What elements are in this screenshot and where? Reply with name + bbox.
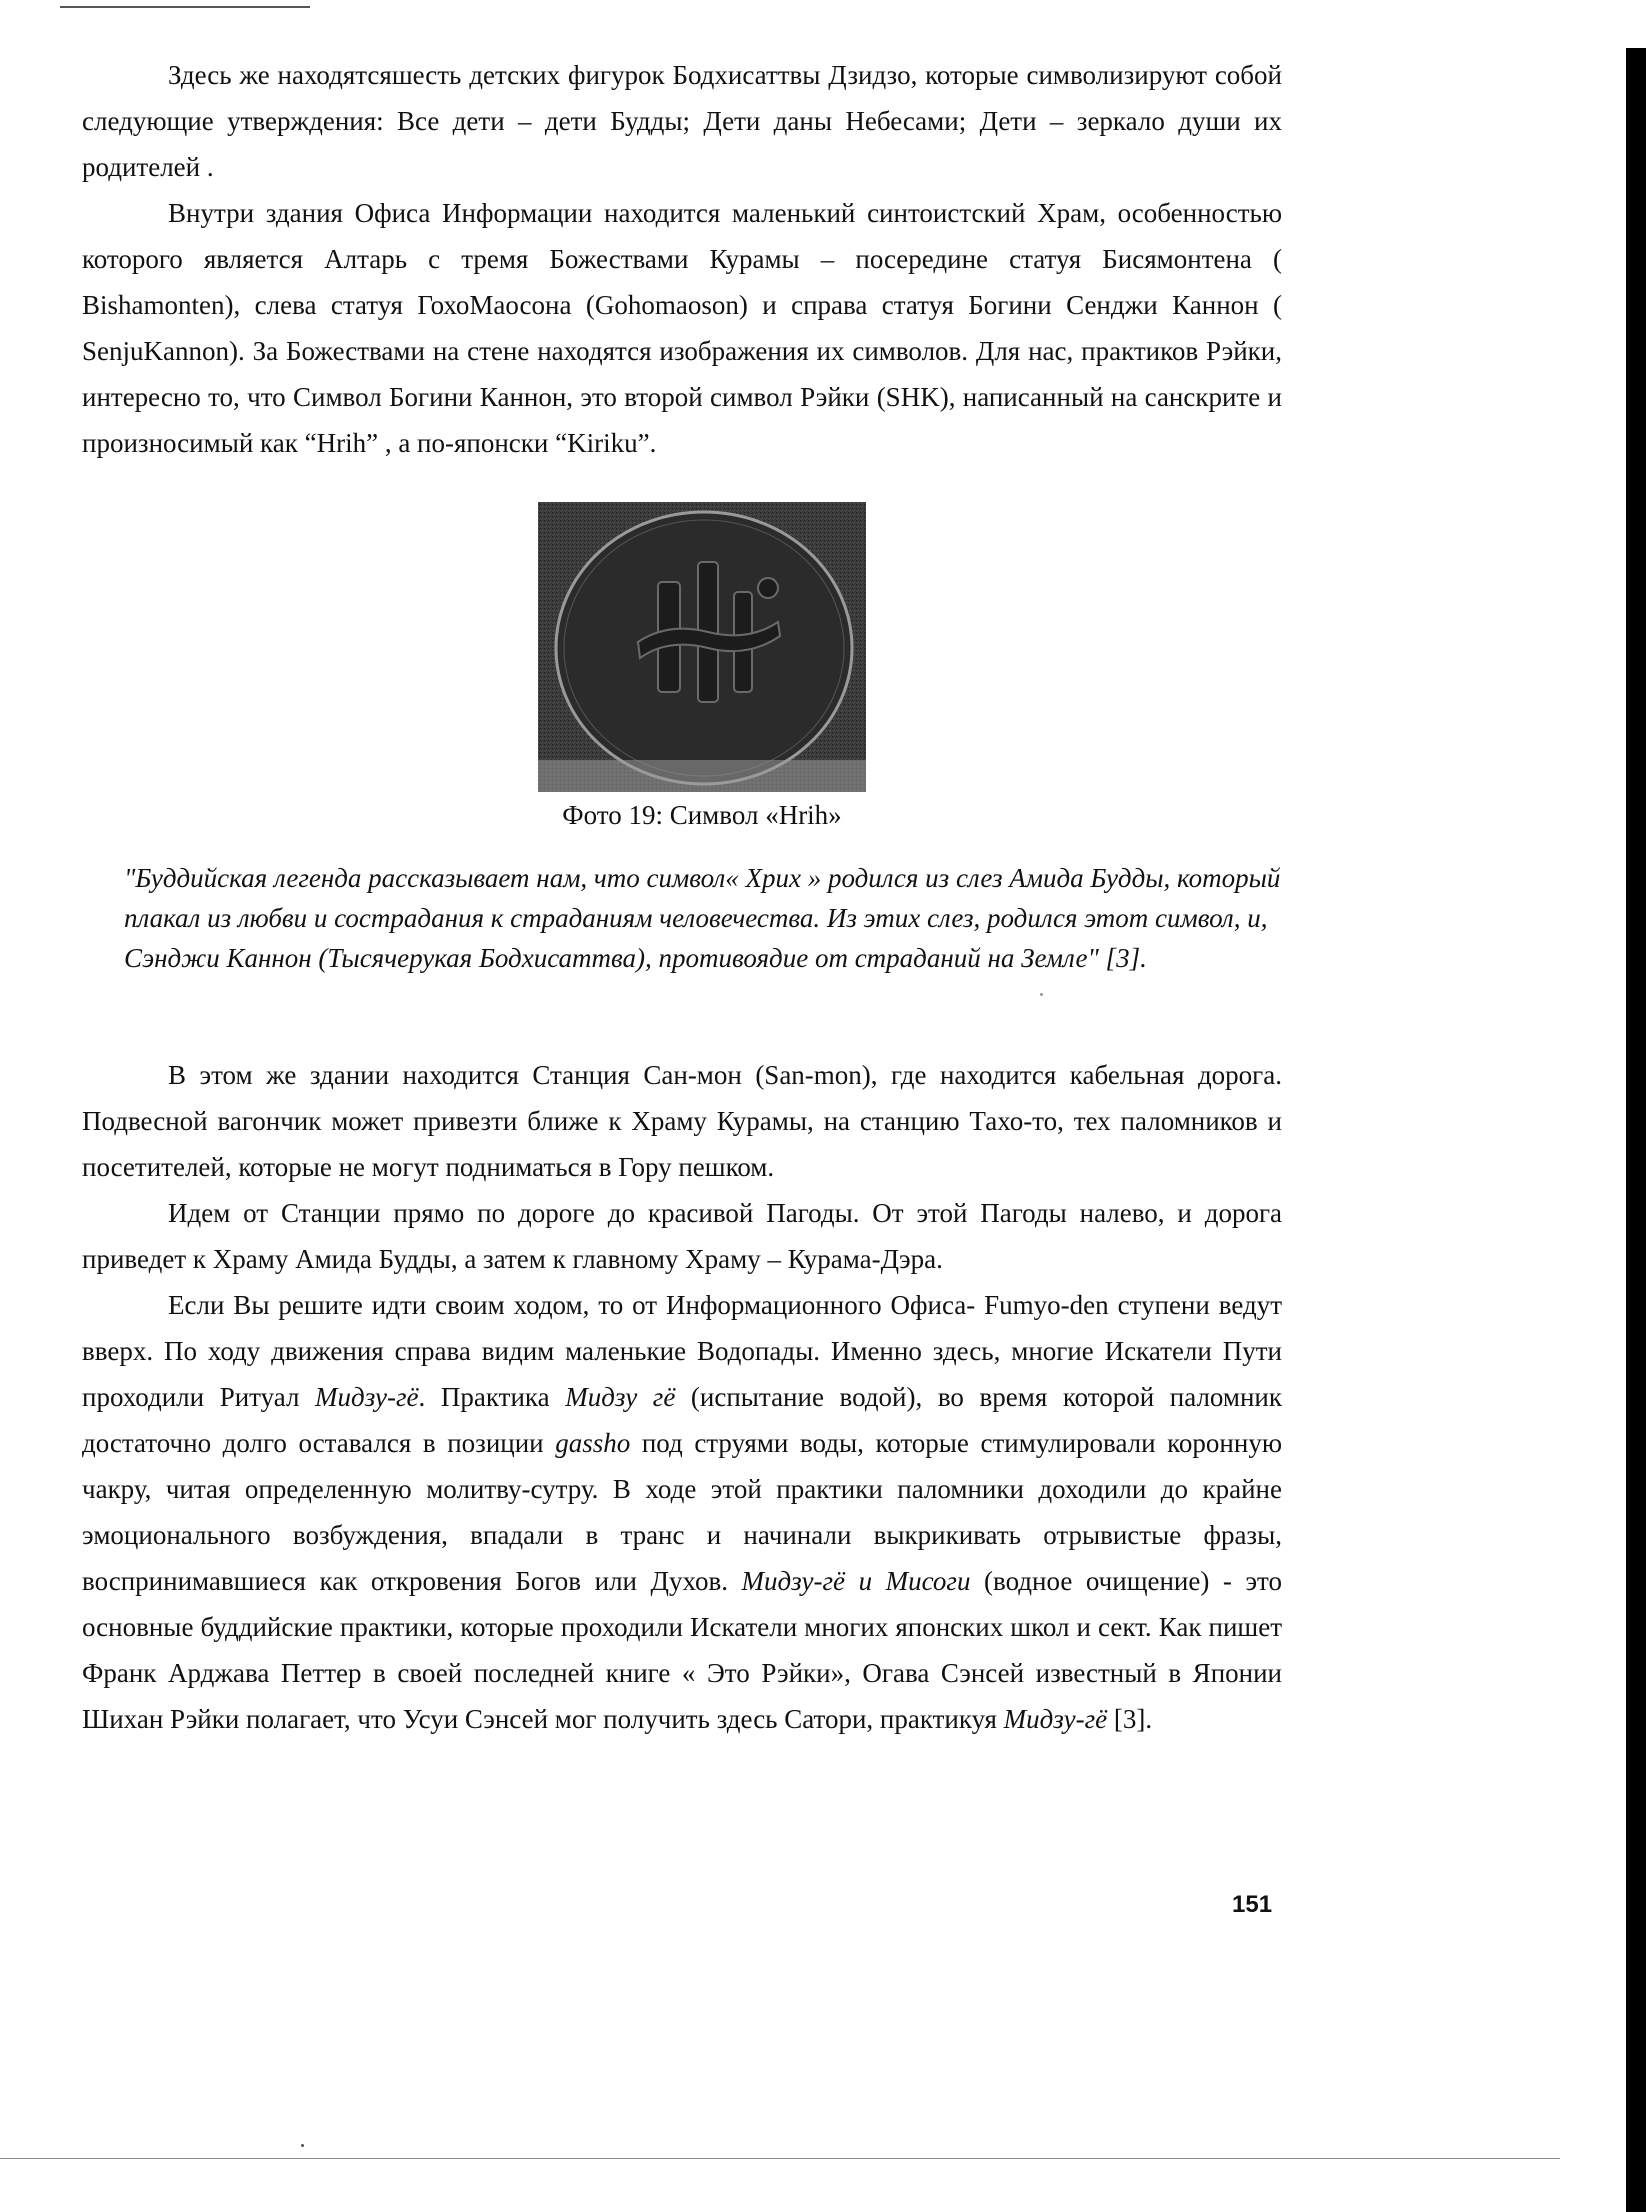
scan-edge-bar (1626, 48, 1646, 2212)
paragraph-mizu-gyo-text: (водное очищение) - это основные буддийские практики, которые проходили Искатели многих японских школ и сект. Как пишет Франк Арджава Петтер в своей последней книге « Это Рэйки», Огава Сэнсей известный в Японии Шихан Рэйки полагает, что Усуи Сэнсей мог получить здесь Сатори, практикуя (82, 1566, 1282, 1734)
hrih-symbol-image (538, 502, 866, 792)
legend-quote: "Буддийская легенда рассказывает нам, что символ« Хрих » родился из слез Амида Будды, который плакал из любви и сострадания к страданиям человечества. Из этих слез, родился этот символ, и, Сэнджи Каннон (Тысячерукая Бодхисаттва), противоядие от страданий на Земле" [3]. (124, 863, 1281, 973)
term-mizu-gyo: Мидзу-гё (1003, 1704, 1108, 1734)
top-rule (60, 6, 310, 8)
paragraph-san-mon-station: В этом же здании находится Станция Сан-мон (San-mon), где находится кабельная дорога. Подвесной вагончик может привезти ближе к Храму Курамы, на станцию Тахо-то, тех паломников и посетителей, которые не могут подниматься в Гору пешком. (82, 1060, 1282, 1182)
term-mizu-gyo-misogi: Мидзу-гё и Мисоги (741, 1566, 971, 1596)
paragraph-mizu-gyo-text: под струями воды, которые стимулировали коронную чакру, читая определенную молитву-сутру. В ходе этой практики паломники доходили до крайне эмоционального возбуждения, впадали в транс и начинали выкрикивать отрывистые фразы, воспринимавшиеся как откровения Богов или Духов. (82, 1428, 1282, 1596)
term-gassho: gassho (555, 1428, 631, 1458)
term-mizu-gyo: Мидзу гё (565, 1382, 676, 1412)
paragraph-mizu-gyo-text: Если Вы решите идти своим ходом, то от Информационного Офиса- Fumyo-den ступени ведут вверх. По ходу движения справа видим маленькие Водопады. Именно здесь, многие Искатели Пути проходили Ритуал (82, 1290, 1282, 1412)
paragraph-mizu-gyo-text: [3]. (1107, 1704, 1153, 1734)
photo-hrih-symbol (538, 502, 866, 792)
paragraph-mizu-gyo-text: (испытание водой), во время которой паломник достаточно долго оставался в позиции (82, 1382, 1282, 1458)
page-number: 151 (1232, 1891, 1273, 1918)
paragraph-mizu-gyo (82, 1282, 1282, 1742)
paragraph-jizo-figures: Здесь же находятсяшесть детских фигурок Бодхисаттвы Дзидзо, которые символизируют собой следующие утверждения: Все дети – дети Будды; Дети даны Небесами; Дети – зеркало души их родителей . (82, 60, 1282, 182)
figure-caption: Фото 19: Символ «Hrih» (562, 800, 842, 830)
paragraph-shinto-shrine: Внутри здания Офиса Информации находится маленький синтоистский Храм, особенностью которого является Алтарь с тремя Божествами Курамы – посередине статуя Бисямонтена ( Bishamonten), слева статуя ГохоМаосона (Gohomaoson) и справа статуя Богини Сенджи Каннон ( SenjuKannon). За Божествами на стене находятся изображения их символов. Для нас, практиков Рэйки, интересно то, что Символ Богини Каннон, это второй символ Рэйки (SHK), написанный на санскрите и произносимый как “Hrih” , а по-японски “Kiriku”. (82, 198, 1282, 458)
paragraph-pagoda-route: Идем от Станции прямо по дороге до красивой Пагоды. От этой Пагоды налево, и дорога приведет к Храму Амида Будды, а затем к главному Храму – Курама-Дэра. (82, 1198, 1282, 1274)
paragraph-mizu-gyo-text: . Практика (418, 1382, 566, 1412)
scan-speck (301, 2144, 304, 2147)
bottom-rule (0, 2158, 1560, 2159)
term-mizu-gyo: Мидзу-гё (315, 1382, 419, 1412)
scan-speck (1040, 993, 1043, 996)
